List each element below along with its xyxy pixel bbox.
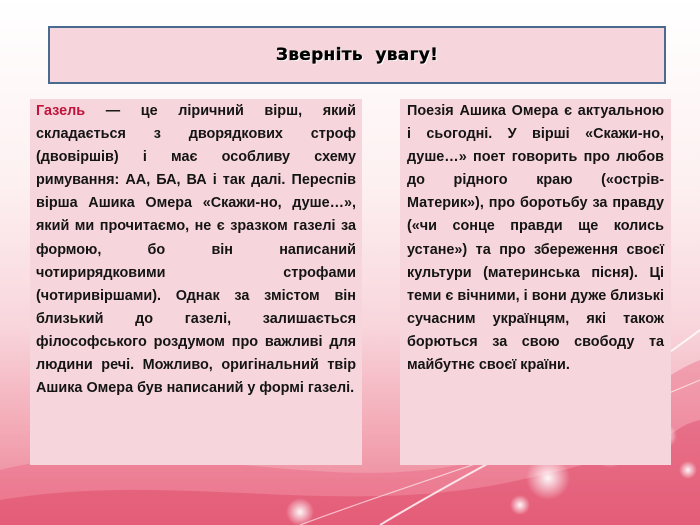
definition-text: — це ліричний вірш, який складається з дворядкових строф (двовіршів) і має особливу схему римування: АА, БА, ВА і так далі. Переспів вірша Ашика Омера «Скажи-но, душе…», який ми прочитаємо, не є зразком газелі за формою, бо він написаний чотирирядковими строфами (чотиривіршами). Однак за змістом він близький до газелі, залишається філософського роздумом про важливі для людини речі. Можливо, оригінальний твір Ашика Омера був написаний у формі газелі.: [36, 103, 356, 397]
relevance-text: Поезія Ашика Омера є актуальною і сьогодні. У вірші «Скажи-но, душе…» поет говорить про любов до рідного краю («острів-Материк»), про боротьбу за правду («чи сонце правди ще колись устане») та про збереження своєї культури (материнська пісня). Ці теми є вічними, і вони дуже близькі сучасним українцям, які також борються за свою свободу та майбутнє своєї країни.: [407, 103, 664, 374]
definition-panel: [30, 99, 362, 465]
term-label: Газель: [36, 103, 86, 119]
title-banner: [48, 26, 666, 84]
relevance-panel: [400, 99, 671, 465]
page-title: Зверніть увагу!: [275, 45, 439, 65]
